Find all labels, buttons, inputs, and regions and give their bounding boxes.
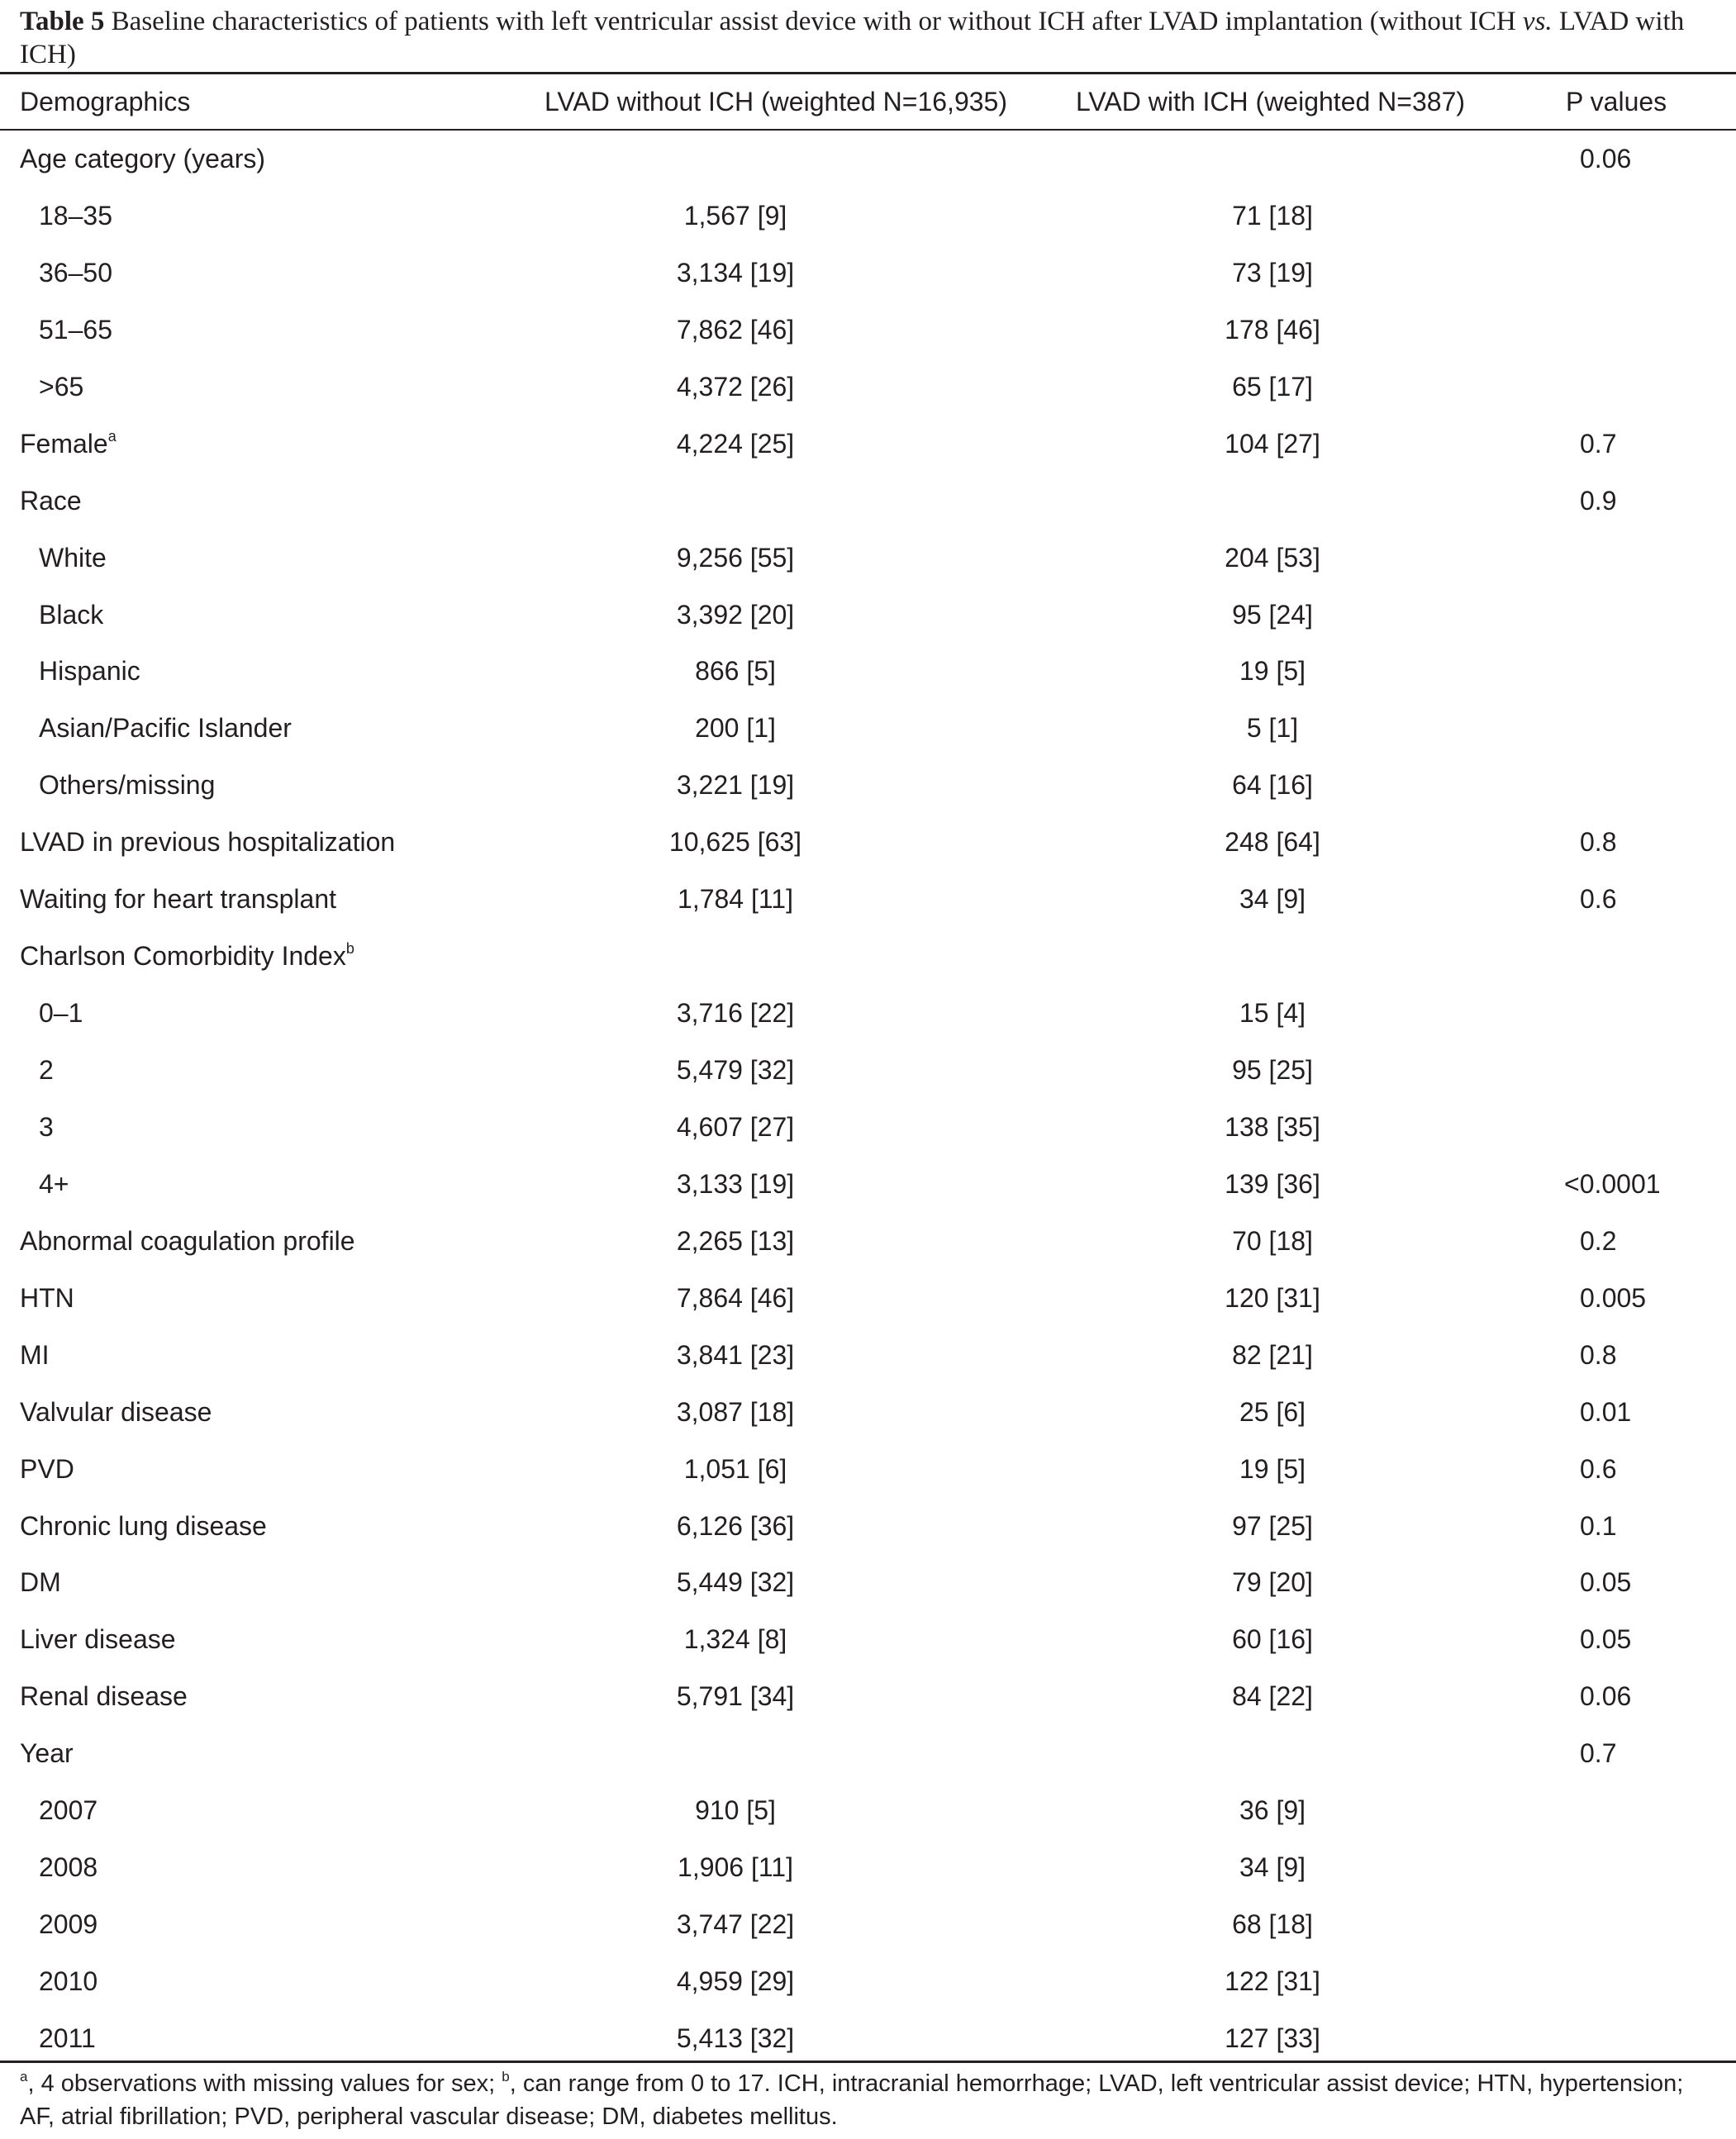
cell-p-value: 0.06 [1580, 1681, 1632, 1712]
cell-with-ich: 71 [18] [1232, 200, 1313, 231]
row-label [39, 188, 112, 245]
header-demographics: Demographics [20, 87, 191, 116]
row-label [20, 1213, 355, 1270]
cell-without-ich: 1,784 [11] [678, 884, 793, 915]
table-row [0, 1327, 1736, 1384]
cell-without-ich: 3,133 [19] [676, 1168, 795, 1199]
table-row [0, 1156, 1736, 1213]
cell-with-ich: 95 [24] [1232, 599, 1313, 630]
row-label-text: Charlson Comorbidity Index [20, 941, 346, 972]
cell-without-ich [620, 1725, 851, 1782]
row-label [20, 131, 265, 188]
table-label: Table 5 [20, 7, 105, 36]
table-row [0, 587, 1736, 644]
cell-with-ich: 60 [16] [1232, 1624, 1313, 1655]
cell-with-ich: 36 [9] [1239, 1795, 1306, 1826]
row-label-text: LVAD in previous hospitalization [20, 827, 396, 858]
cell-with-ich: 248 [64] [1225, 827, 1320, 858]
row-label [20, 871, 336, 928]
row-label [20, 1327, 50, 1384]
cell-with-ich: 97 [25] [1232, 1510, 1313, 1541]
cell-with-ich [1157, 1725, 1388, 1782]
cell-with-ich: 73 [19] [1232, 257, 1313, 288]
footnote-mark-b: b [502, 2069, 510, 2084]
row-label-text: 2010 [39, 1966, 98, 1996]
table-row [0, 928, 1736, 985]
cell-with-ich: 15 [4] [1239, 998, 1306, 1029]
row-label-text: 2 [39, 1055, 54, 1085]
row-label-text: Race [20, 485, 82, 516]
cell-p-value: 0.8 [1580, 827, 1617, 858]
cell-without-ich: 1,567 [9] [683, 200, 787, 231]
caption-vs: vs. [1522, 7, 1553, 36]
footnote-text-2: , can range from 0 to 17. ICH, intracranial hemorrhage; LVAD, left ventricular assist device; HTN, hypertension; AF, atrial fibrillation; PVD, peripheral vascular disease; DM, diabetes mellitus. [20, 2070, 1684, 2130]
row-label [39, 700, 292, 757]
cell-without-ich: 4,372 [26] [676, 371, 795, 402]
cell-with-ich: 84 [22] [1232, 1681, 1313, 1712]
cell-with-ich: 122 [31] [1225, 1966, 1320, 1996]
cell-p-value: 0.01 [1580, 1396, 1632, 1427]
cell-without-ich: 2,265 [13] [676, 1225, 795, 1256]
cell-with-ich: 127 [33] [1225, 2023, 1320, 2053]
row-label [20, 1668, 188, 1725]
row-label [39, 1896, 98, 1953]
cell-with-ich: 34 [9] [1239, 1852, 1306, 1883]
cell-with-ich: 5 [1] [1246, 713, 1299, 744]
cell-without-ich: 7,862 [46] [676, 314, 795, 345]
row-label [20, 814, 395, 871]
table-row [0, 1099, 1736, 1156]
row-label [39, 2010, 96, 2067]
cell-p-value: 0.8 [1580, 1339, 1617, 1370]
cell-without-ich: 5,449 [32] [676, 1567, 795, 1598]
cell-without-ich: 4,607 [27] [676, 1111, 795, 1142]
table-footnote [20, 2067, 1722, 2133]
row-label-text: Valvular disease [20, 1396, 212, 1427]
cell-with-ich: 65 [17] [1232, 371, 1313, 402]
cell-p-value: 0.7 [1580, 1738, 1617, 1769]
cell-with-ich: 178 [46] [1225, 314, 1320, 345]
cell-without-ich: 4,959 [29] [676, 1966, 795, 1996]
row-label-footnote-mark: a [107, 427, 117, 444]
row-label-text: Chronic lung disease [20, 1510, 267, 1541]
cell-without-ich: 1,324 [8] [683, 1624, 787, 1655]
table-header [0, 74, 1736, 129]
cell-without-ich: 10,625 [63] [668, 827, 802, 858]
cell-with-ich: 82 [21] [1232, 1339, 1313, 1370]
row-label-text: 0–1 [39, 998, 83, 1029]
cell-p-value: 0.005 [1580, 1282, 1647, 1313]
footnote-mark-a: a [20, 2069, 28, 2084]
row-label-text: Hispanic [39, 656, 140, 687]
cell-without-ich: 4,224 [25] [676, 428, 795, 459]
table-row [0, 1270, 1736, 1327]
cell-without-ich: 9,256 [55] [676, 542, 795, 573]
row-label-text: Liver disease [20, 1624, 176, 1655]
cell-without-ich: 3,134 [19] [676, 257, 795, 288]
table-caption [20, 5, 1722, 71]
row-label [39, 1782, 98, 1839]
cell-p-value: 0.1 [1580, 1510, 1617, 1541]
table-row [0, 1384, 1736, 1441]
table-row [0, 530, 1736, 587]
table-row [0, 1953, 1736, 2010]
cell-without-ich [620, 473, 851, 530]
caption-text-after: LVAD with ICH) [20, 7, 1685, 69]
row-label [20, 473, 82, 530]
table-row [0, 1782, 1736, 1839]
table-row [0, 473, 1736, 530]
table-row [0, 302, 1736, 359]
cell-with-ich: 138 [35] [1225, 1111, 1320, 1142]
cell-without-ich: 3,841 [23] [676, 1339, 795, 1370]
cell-without-ich [620, 928, 851, 985]
cell-p-value: 0.6 [1580, 884, 1617, 915]
table-row [0, 700, 1736, 757]
row-label [20, 1725, 74, 1782]
cell-p-value: <0.0001 [1564, 1168, 1661, 1199]
cell-without-ich: 866 [5] [695, 656, 776, 687]
row-label-text: Female [20, 428, 108, 459]
header-without-ich: LVAD without ICH (weighted N=16,935) [545, 87, 1007, 116]
table-row [0, 416, 1736, 473]
cell-with-ich: 120 [31] [1225, 1282, 1320, 1313]
row-label [39, 643, 140, 700]
row-label-text: 2009 [39, 1909, 98, 1940]
cell-p-value: 0.2 [1580, 1225, 1617, 1256]
row-label-text: PVD [20, 1453, 74, 1484]
caption-text-before: Baseline characteristics of patients with left ventricular assist device with or without ICH after LVAD implantation (without ICH [111, 7, 1516, 36]
row-label-text: Waiting for heart transplant [20, 884, 336, 915]
row-label-text: 4+ [39, 1168, 69, 1199]
cell-with-ich: 139 [36] [1225, 1168, 1320, 1199]
cell-with-ich: 79 [20] [1232, 1567, 1313, 1598]
row-label-text: White [39, 542, 107, 573]
row-label [39, 1839, 98, 1896]
cell-with-ich: 19 [5] [1239, 656, 1306, 687]
table-row [0, 1668, 1736, 1725]
table-row [0, 1441, 1736, 1498]
cell-without-ich: 7,864 [46] [676, 1282, 795, 1313]
row-label [20, 928, 354, 985]
row-label-text: 2008 [39, 1852, 98, 1883]
cell-without-ich: 6,126 [36] [676, 1510, 795, 1541]
row-label-text: DM [20, 1567, 61, 1598]
row-label-text: Asian/Pacific Islander [39, 713, 292, 744]
row-label [39, 302, 112, 359]
table-row [0, 985, 1736, 1042]
cell-with-ich: 204 [53] [1225, 542, 1320, 573]
cell-p-value: 0.05 [1580, 1624, 1632, 1655]
row-label [39, 245, 112, 302]
row-label-text: 51–65 [39, 314, 112, 345]
cell-p-value: 0.06 [1580, 144, 1632, 173]
row-label [39, 1156, 69, 1213]
row-label-text: 2007 [39, 1795, 98, 1826]
row-label-text: 36–50 [39, 257, 112, 288]
cell-with-ich: 70 [18] [1232, 1225, 1313, 1256]
table-row [0, 757, 1736, 814]
table-row [0, 2010, 1736, 2067]
table-row [0, 814, 1736, 871]
table-body [0, 131, 1736, 2067]
row-label [39, 587, 103, 644]
cell-with-ich: 25 [6] [1239, 1396, 1306, 1427]
header-with-ich: LVAD with ICH (weighted N=387) [1076, 87, 1466, 116]
table-row [0, 1554, 1736, 1611]
cell-without-ich: 5,479 [32] [676, 1055, 795, 1085]
cell-without-ich: 3,716 [22] [676, 998, 795, 1029]
row-label-footnote-mark: b [345, 940, 354, 958]
table-row [0, 1896, 1736, 1953]
footnote-text-1: , 4 observations with missing values for sex; [27, 2070, 502, 2097]
row-label-text: Age category (years) [20, 144, 266, 173]
row-label-text: Black [39, 599, 104, 630]
table-row [0, 871, 1736, 928]
row-label-text: 3 [39, 1111, 54, 1142]
row-label [20, 1554, 61, 1611]
cell-without-ich: 3,747 [22] [676, 1909, 795, 1940]
row-label-text: 18–35 [39, 200, 112, 231]
cell-with-ich [1157, 928, 1388, 985]
table-row [0, 245, 1736, 302]
cell-without-ich: 3,087 [18] [676, 1396, 795, 1427]
cell-without-ich: 3,221 [19] [676, 770, 795, 801]
cell-with-ich: 68 [18] [1232, 1909, 1313, 1940]
row-label [20, 1270, 74, 1327]
table-row [0, 131, 1736, 188]
cell-with-ich [1157, 131, 1388, 188]
row-label [39, 985, 83, 1042]
cell-without-ich: 5,413 [32] [676, 2023, 795, 2053]
row-label-text: Abnormal coagulation profile [20, 1225, 355, 1256]
cell-with-ich [1157, 473, 1388, 530]
row-label-text: >65 [39, 371, 84, 402]
row-label-text: Others/missing [39, 770, 216, 801]
cell-without-ich: 1,906 [11] [678, 1852, 793, 1883]
row-label-text: MI [20, 1339, 50, 1370]
header-p-values: P values [1566, 87, 1667, 116]
cell-with-ich: 95 [25] [1232, 1055, 1313, 1085]
table-row [0, 1213, 1736, 1270]
table-row [0, 1725, 1736, 1782]
cell-without-ich: 5,791 [34] [676, 1681, 795, 1712]
table-row [0, 1498, 1736, 1555]
row-label [39, 1042, 54, 1099]
cell-without-ich: 910 [5] [695, 1795, 776, 1826]
table-row [0, 1611, 1736, 1668]
cell-with-ich: 64 [16] [1232, 770, 1313, 801]
row-label [39, 359, 83, 416]
row-label [39, 757, 215, 814]
row-label-text: Renal disease [20, 1681, 188, 1712]
table-row [0, 1042, 1736, 1099]
row-label [20, 1384, 212, 1441]
cell-p-value: 0.9 [1580, 485, 1617, 516]
row-label [20, 1611, 176, 1668]
row-label [39, 530, 107, 587]
cell-without-ich [620, 131, 851, 188]
row-label [39, 1953, 98, 2010]
table-row [0, 359, 1736, 416]
row-label [20, 1498, 267, 1555]
row-label [20, 1441, 74, 1498]
table-row [0, 1839, 1736, 1896]
row-label [39, 1099, 54, 1156]
cell-p-value: 0.6 [1580, 1453, 1617, 1484]
row-label [20, 416, 117, 473]
cell-p-value: 0.7 [1580, 428, 1617, 459]
row-label-text: HTN [20, 1282, 74, 1313]
cell-without-ich: 3,392 [20] [676, 599, 795, 630]
cell-without-ich: 200 [1] [695, 713, 776, 744]
bottom-rule [0, 2061, 1736, 2063]
row-label-text: 2011 [39, 2023, 96, 2053]
cell-with-ich: 104 [27] [1225, 428, 1320, 459]
cell-without-ich: 1,051 [6] [683, 1453, 787, 1484]
table-row [0, 188, 1736, 245]
cell-p-value: 0.05 [1580, 1567, 1632, 1598]
cell-with-ich: 19 [5] [1239, 1453, 1306, 1484]
cell-with-ich: 34 [9] [1239, 884, 1306, 915]
table-row [0, 643, 1736, 700]
row-label-text: Year [20, 1738, 74, 1769]
